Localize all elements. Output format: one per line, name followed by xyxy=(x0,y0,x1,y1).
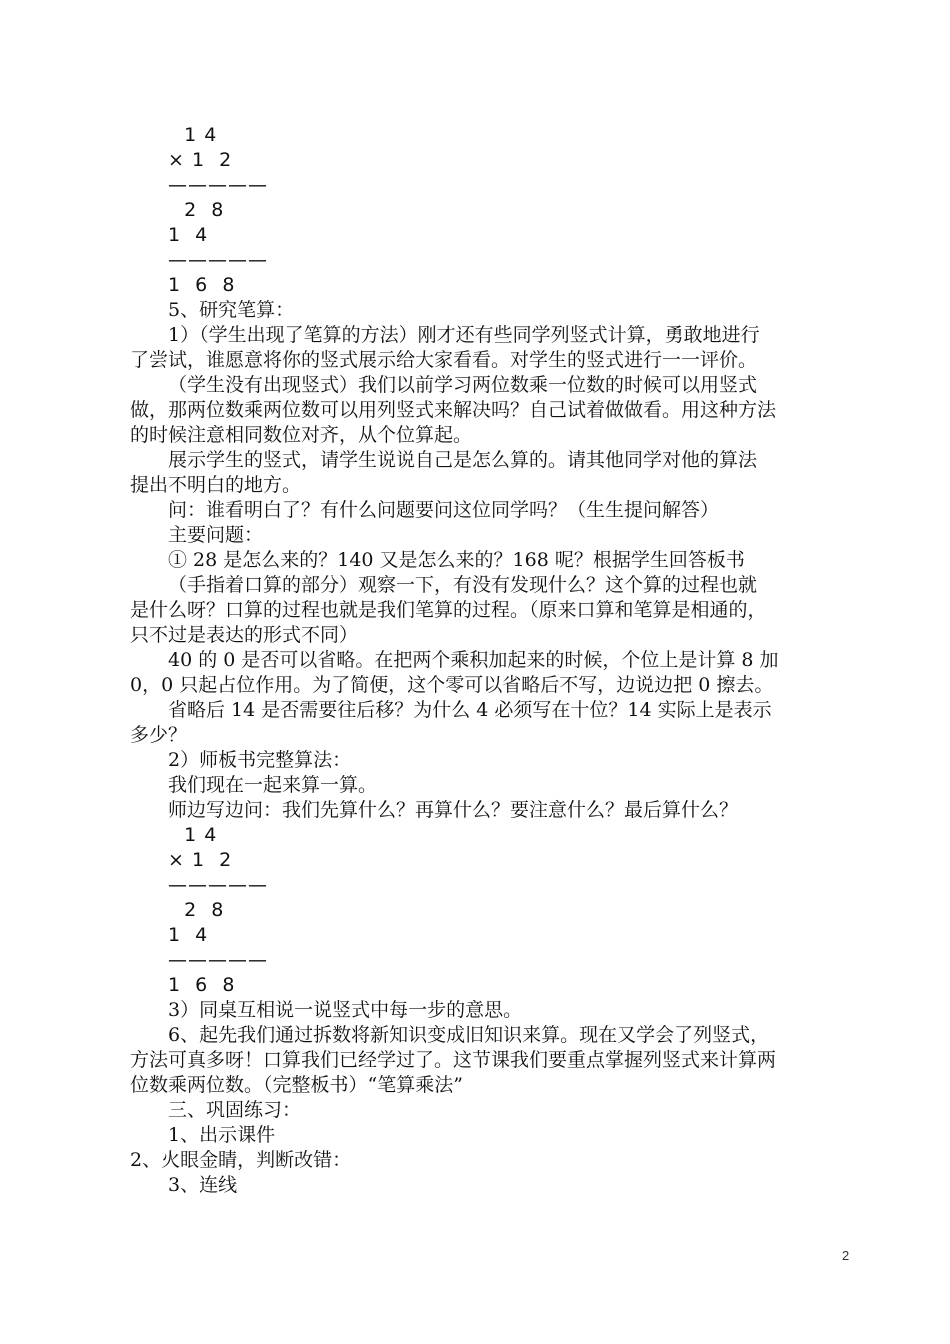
paragraph-line: 问：谁看明白了？有什么问题要问这位同学吗？（生生提问解答） xyxy=(168,499,720,521)
calc-row-product: 1 6 8 xyxy=(168,274,236,296)
paragraph-line: 提出不明白的地方。 xyxy=(130,474,302,496)
section-heading: 三、巩固练习： xyxy=(168,1099,302,1121)
calc-row-multiplicand: 1 4 xyxy=(170,824,218,846)
paragraph-line: 40 的 0 是否可以省略。在把两个乘积加起来的时候，个位上是计算 8 加 xyxy=(168,649,779,671)
paragraph-line: 3）同桌互相说一说竖式中每一步的意思。 xyxy=(168,999,523,1021)
calc-row-product: 1 6 8 xyxy=(168,974,236,996)
list-item: 2、火眼金睛，判断改错： xyxy=(130,1149,352,1171)
paragraph-line: 位数乘两位数。（完整板书）“笔算乘法” xyxy=(130,1074,463,1096)
paragraph-line: 省略后 14 是否需要往后移？为什么 4 必须写在十位？14 实际上是表示 xyxy=(168,699,772,721)
paragraph-line: 方法可真多呀！口算我们已经学过了。这节课我们要重点掌握列竖式来计算两 xyxy=(130,1049,777,1071)
paragraph-line: 2）师板书完整算法： xyxy=(168,749,352,771)
section-heading: 5、研究笔算： xyxy=(168,299,295,321)
calc-row-multiplicand: 1 4 xyxy=(170,124,218,146)
calc-row-divider: ————— xyxy=(168,874,268,896)
calc-row-divider: ————— xyxy=(168,174,268,196)
list-item: 3、连线 xyxy=(168,1174,238,1196)
paragraph-line: （学生没有出现竖式）我们以前学习两位数乘一位数的时候可以用竖式 xyxy=(168,374,758,396)
paragraph-line: 我们现在一起来算一算。 xyxy=(168,774,378,796)
paragraph-line: 1）（学生出现了笔算的方法）刚才还有些同学列竖式计算，勇敢地进行 xyxy=(168,324,760,346)
paragraph-line: ① 28 是怎么来的？140 又是怎么来的？168 呢？根据学生回答板书 xyxy=(168,549,745,571)
paragraph-line: 是什么呀？口算的过程也就是我们笔算的过程。（原来口算和笔算是相通的， xyxy=(130,599,767,621)
paragraph-line: 主要问题： xyxy=(168,524,264,546)
paragraph-line: 了尝试，谁愿意将你的竖式展示给大家看看。对学生的竖式进行一一评价。 xyxy=(130,349,758,371)
paragraph-line: 6、起先我们通过拆数将新知识变成旧知识来算。现在又学会了列竖式， xyxy=(168,1024,770,1046)
paragraph-line: 做，那两位数乘两位数可以用列竖式来解决吗？自己试着做做看。用这种方法 xyxy=(130,399,777,421)
calc-row-multiplier: × 1 2 xyxy=(168,149,233,171)
paragraph-line: （手指着口算的部分）观察一下，有没有发现什么？这个算的过程也就 xyxy=(168,574,758,596)
paragraph-line: 的时候注意相同数位对齐，从个位算起。 xyxy=(130,424,473,446)
calc-row-divider: ————— xyxy=(168,949,268,971)
calc-row-partial-2: 1 4 xyxy=(168,924,209,946)
paragraph-line: 0，0 只起占位作用。为了简便，这个零可以省略后不写，边说边把 0 擦去。 xyxy=(130,674,774,696)
calc-row-partial-2: 1 4 xyxy=(168,224,209,246)
calc-row-partial-1: 2 8 xyxy=(170,199,225,221)
calc-row-multiplier: × 1 2 xyxy=(168,849,233,871)
list-item: 1、出示课件 xyxy=(168,1124,276,1146)
calc-row-partial-1: 2 8 xyxy=(170,899,225,921)
paragraph-line: 展示学生的竖式，请学生说说自己是怎么算的。请其他同学对他的算法 xyxy=(168,449,758,471)
page-number: 2 xyxy=(842,1248,850,1263)
paragraph-line: 师边写边问：我们先算什么？再算什么？要注意什么？最后算什么？ xyxy=(168,799,739,821)
paragraph-line: 多少？ xyxy=(130,724,188,746)
calc-row-divider: ————— xyxy=(168,249,268,271)
paragraph-line: 只不过是表达的形式不同） xyxy=(130,624,359,646)
